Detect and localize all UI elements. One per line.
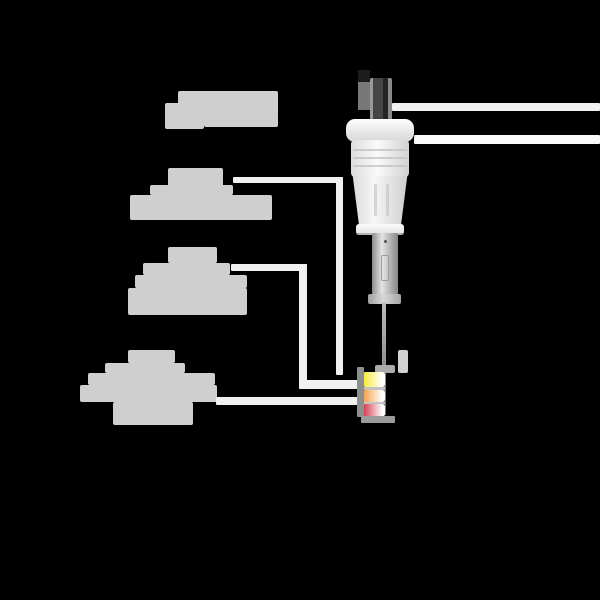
collar-ridge xyxy=(353,149,407,151)
body-streak xyxy=(386,184,389,216)
annotation-2-line-3 xyxy=(135,275,247,288)
collar-ridge xyxy=(353,165,407,167)
annotation-3-line-1 xyxy=(128,350,175,363)
leader-3-horizontal xyxy=(216,397,365,405)
tube-mark xyxy=(384,240,387,243)
leader-2-vertical xyxy=(299,264,307,388)
title-blob-main xyxy=(178,91,278,120)
swatch-yellow xyxy=(364,372,385,387)
swatch-orange xyxy=(364,390,385,402)
stem-shadow xyxy=(358,70,370,110)
leader-right-2 xyxy=(414,135,600,144)
leader-1-horizontal xyxy=(233,177,343,183)
annotation-1-line-3 xyxy=(130,195,272,220)
cartridge-body xyxy=(351,176,409,226)
annotation-3-line-4 xyxy=(80,385,217,402)
annotation-2-line-4 xyxy=(128,288,247,315)
cartridge-flange xyxy=(346,119,414,142)
annotation-2-line-1 xyxy=(168,247,217,263)
leader-2-horizontal xyxy=(231,264,307,271)
tube-slot xyxy=(381,255,389,281)
body-streak xyxy=(374,184,377,216)
reflection-chip xyxy=(398,350,408,373)
drive-stem xyxy=(370,78,392,122)
leader-right-1 xyxy=(392,103,600,111)
annotation-3-line-3 xyxy=(88,373,215,385)
leader-2-horizontal-end xyxy=(299,380,363,389)
needle-tube xyxy=(372,233,398,295)
annotation-1-line-2 xyxy=(150,185,233,195)
leader-1-vertical xyxy=(336,177,343,375)
annotation-3-line-5 xyxy=(113,402,193,425)
collar-ridge xyxy=(353,157,407,159)
annotation-2-line-2 xyxy=(143,263,230,275)
swatch-base xyxy=(361,416,395,423)
annotation-3-line-2 xyxy=(105,363,185,373)
title-blob-bottom-right xyxy=(204,118,278,127)
swatch-left-bar xyxy=(357,367,364,417)
title-blob-bottom-left xyxy=(166,119,204,129)
cartridge-collar xyxy=(351,140,409,177)
